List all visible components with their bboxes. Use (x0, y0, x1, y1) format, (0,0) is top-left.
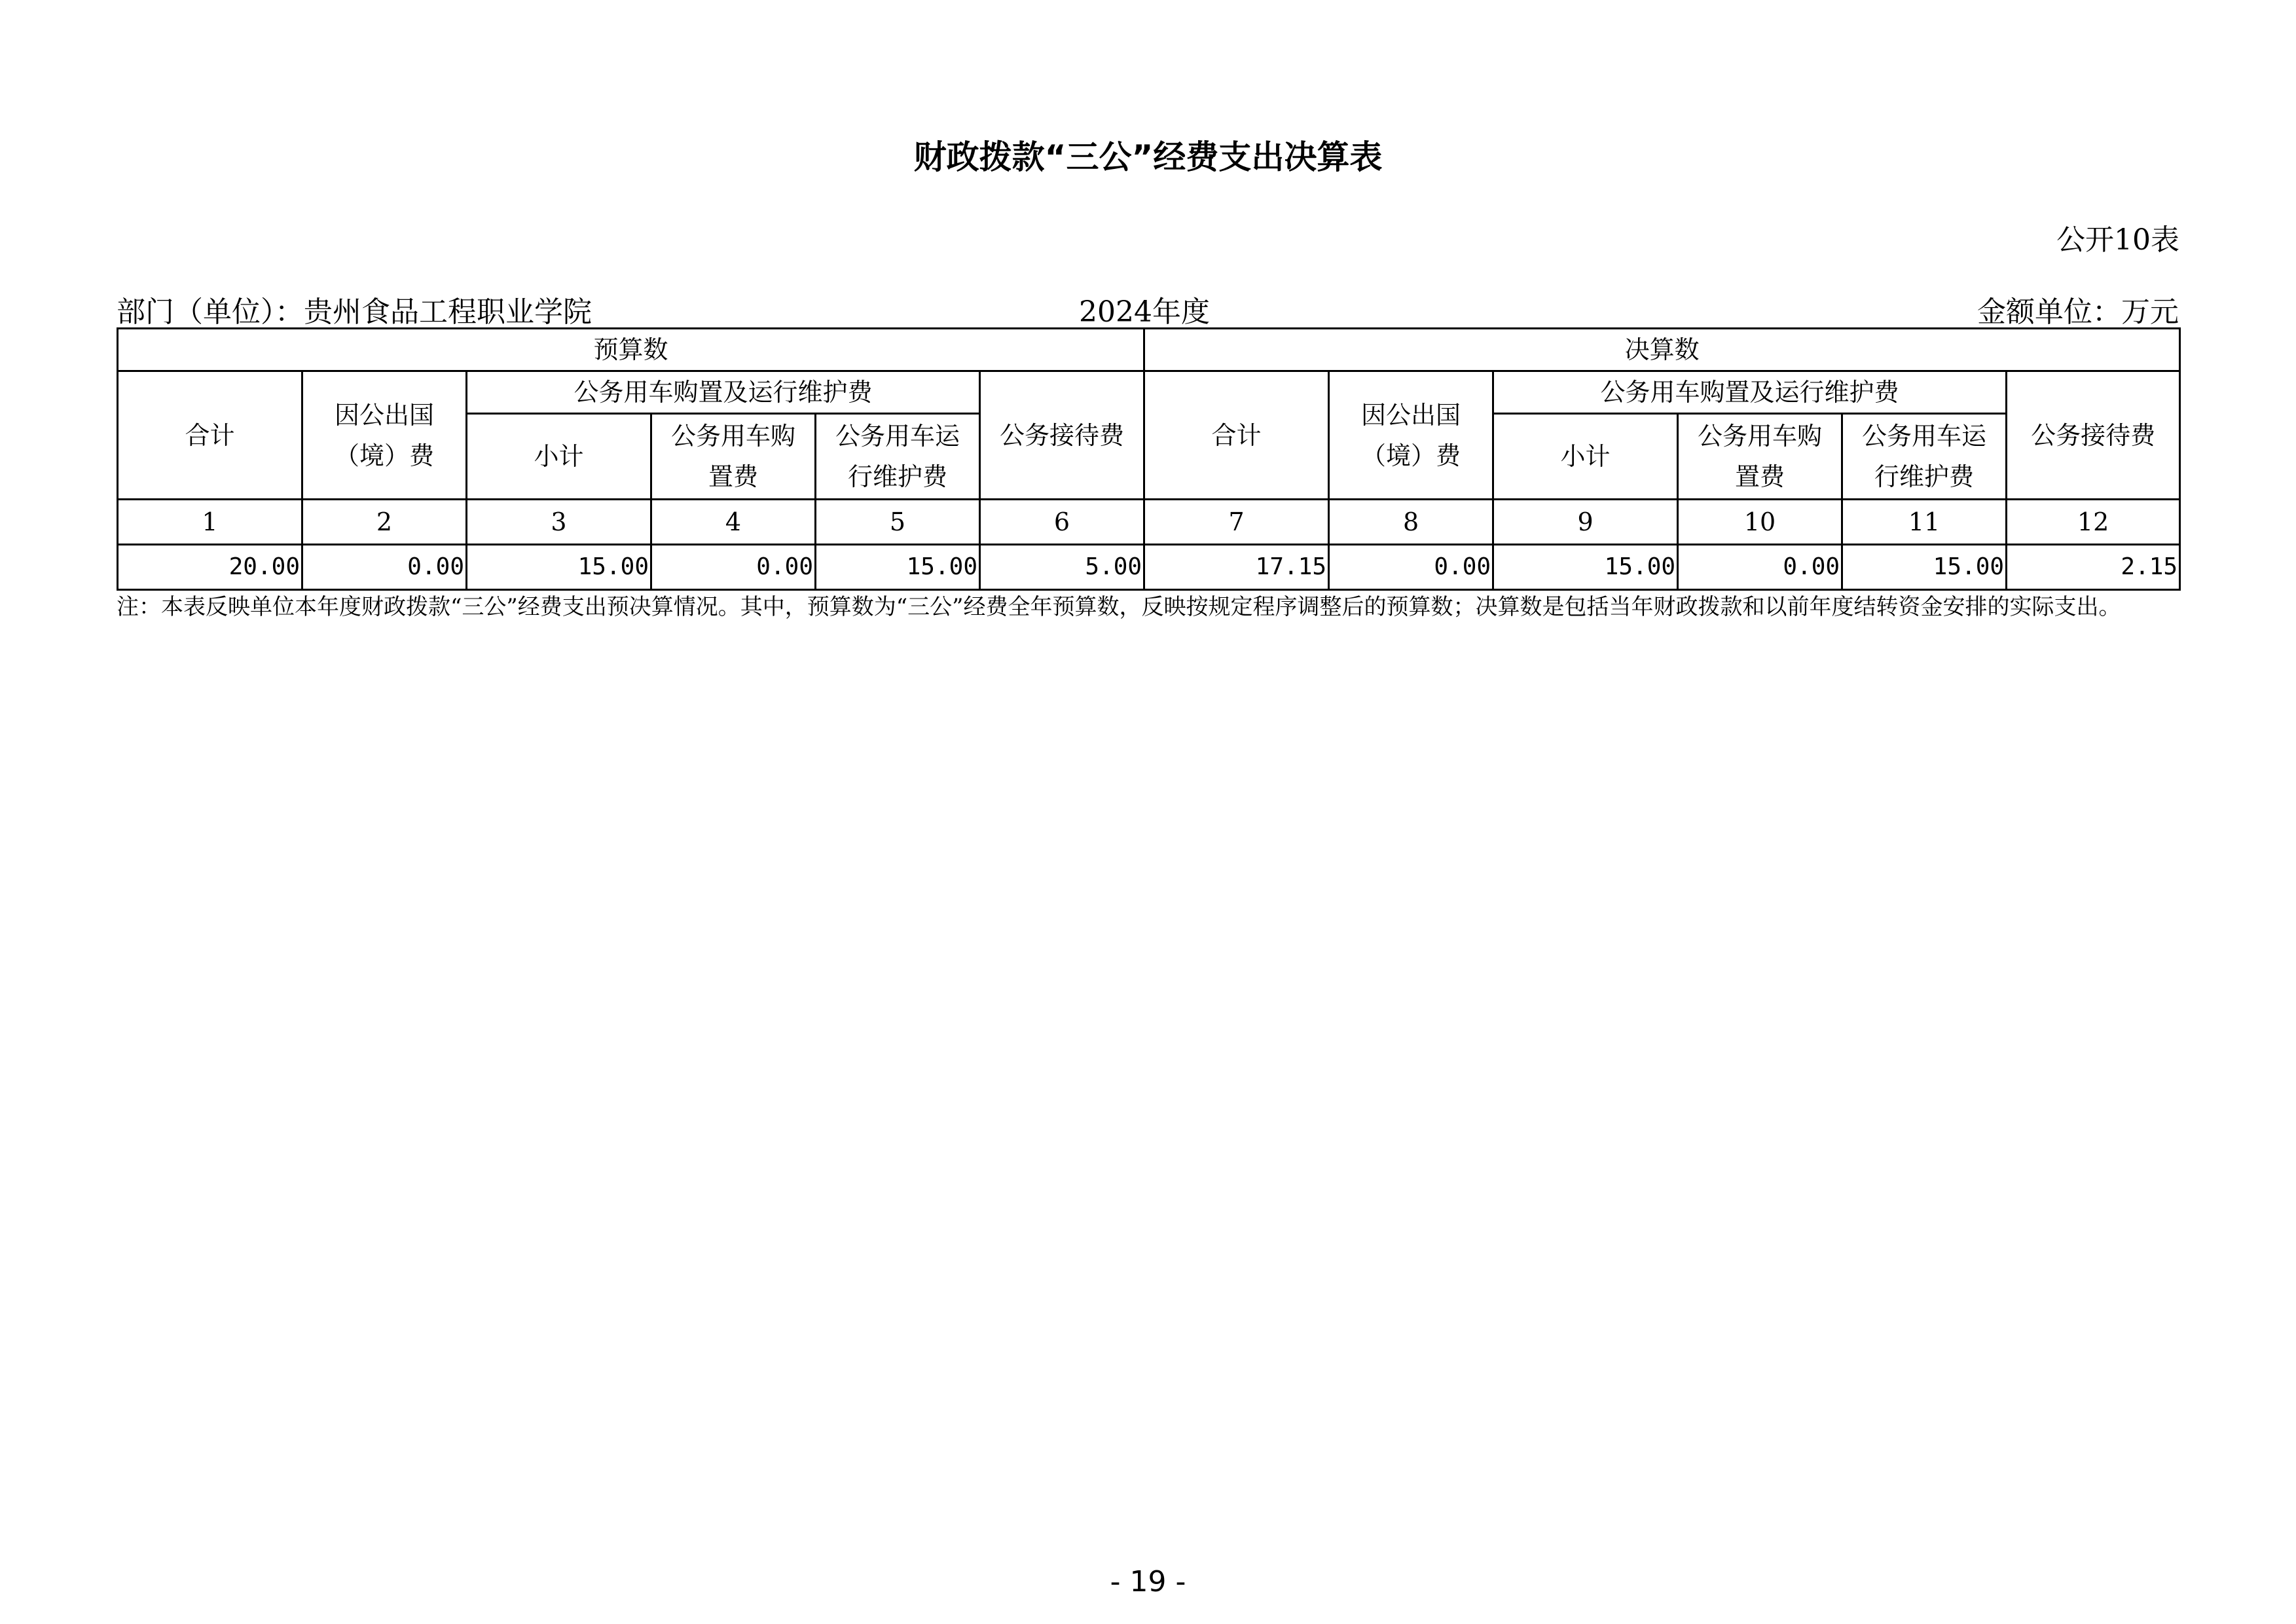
three-public-expenses-table (117, 327, 2181, 591)
final-car-purchase-line2: 置费 (1735, 462, 1785, 491)
final-reception-header: 公务接待费 (2007, 371, 2180, 500)
final-abroad-header (1329, 371, 1493, 500)
budget-car-group-header: 公务用车购置及运行维护费 (467, 371, 980, 414)
budget-car-purchase-header (651, 414, 816, 500)
col-number: 4 (651, 500, 816, 545)
budget-car-purchase-line2: 置费 (708, 462, 758, 491)
value-cell: 17.15 (1144, 545, 1329, 590)
col-number: 9 (1493, 500, 1678, 545)
col-number: 3 (467, 500, 651, 545)
col-number: 6 (980, 500, 1144, 545)
budget-group-header: 预算数 (118, 329, 1144, 371)
value-cell: 20.00 (118, 545, 302, 590)
budget-subtotal-header: 小计 (467, 414, 651, 500)
value-cell: 5.00 (980, 545, 1144, 590)
department-label: 部门（单位）：贵州食品工程职业学院 (117, 295, 592, 329)
final-total-header: 合计 (1144, 371, 1329, 500)
column-number-row (118, 500, 2180, 545)
budget-abroad-line1: 因公出国 (334, 400, 434, 430)
page-number: - 19 - (1110, 1565, 1186, 1598)
final-abroad-line1: 因公出国 (1361, 400, 1461, 430)
budget-abroad-line2: （境）费 (334, 441, 434, 470)
budget-total-header: 合计 (118, 371, 302, 500)
budget-car-maint-line2: 行维护费 (847, 462, 947, 491)
value-cell: 15.00 (1493, 545, 1678, 590)
budget-car-maint-line1: 公务用车运 (835, 422, 960, 451)
meta-row (117, 288, 2179, 327)
col-number: 1 (118, 500, 302, 545)
value-cell: 0.00 (651, 545, 816, 590)
col-number: 10 (1678, 500, 1842, 545)
col-number: 11 (1842, 500, 2007, 545)
final-car-maint-line2: 行维护费 (1874, 462, 1975, 491)
final-car-group-header: 公务用车购置及运行维护费 (1493, 371, 2007, 414)
final-group-header: 决算数 (1144, 329, 2180, 371)
budget-reception-header: 公务接待费 (980, 371, 1144, 500)
value-cell: 0.00 (1678, 545, 1842, 590)
col-number: 2 (302, 500, 467, 545)
value-cell: 0.00 (1329, 545, 1493, 590)
value-cell: 15.00 (467, 545, 651, 590)
final-car-maint-header (1842, 414, 2007, 500)
fiscal-year: 2024年度 (1079, 295, 1210, 329)
final-car-purchase-line1: 公务用车购 (1698, 422, 1823, 451)
value-cell: 15.00 (816, 545, 980, 590)
final-abroad-line2: （境）费 (1361, 441, 1461, 470)
value-cell: 2.15 (2007, 545, 2180, 590)
value-row (118, 545, 2180, 590)
budget-car-maint-header (816, 414, 980, 500)
col-number: 8 (1329, 500, 1493, 545)
col-number: 5 (816, 500, 980, 545)
form-number: 公开10表 (2056, 223, 2179, 257)
table-note: 注：本表反映单位本年度财政拨款“三公”经费支出预决算情况。其中，预算数为“三公”经费全年预算数，反映按规定程序调整后的预算数；决算数是包括当年财政拨款和以前年度结转资金安排的实际支出。 (117, 594, 2121, 620)
value-cell: 15.00 (1842, 545, 2007, 590)
value-cell: 0.00 (302, 545, 467, 590)
final-car-purchase-header (1678, 414, 1842, 500)
final-car-maint-line1: 公务用车运 (1862, 422, 1987, 451)
col-number: 12 (2007, 500, 2180, 545)
page-title: 财政拨款“三公”经费支出决算表 (913, 138, 1383, 176)
final-subtotal-header: 小计 (1493, 414, 1678, 500)
budget-car-purchase-line1: 公务用车购 (670, 422, 795, 451)
col-number: 7 (1144, 500, 1329, 545)
budget-abroad-header (302, 371, 467, 500)
amount-unit: 金额单位：万元 (1977, 295, 2179, 329)
